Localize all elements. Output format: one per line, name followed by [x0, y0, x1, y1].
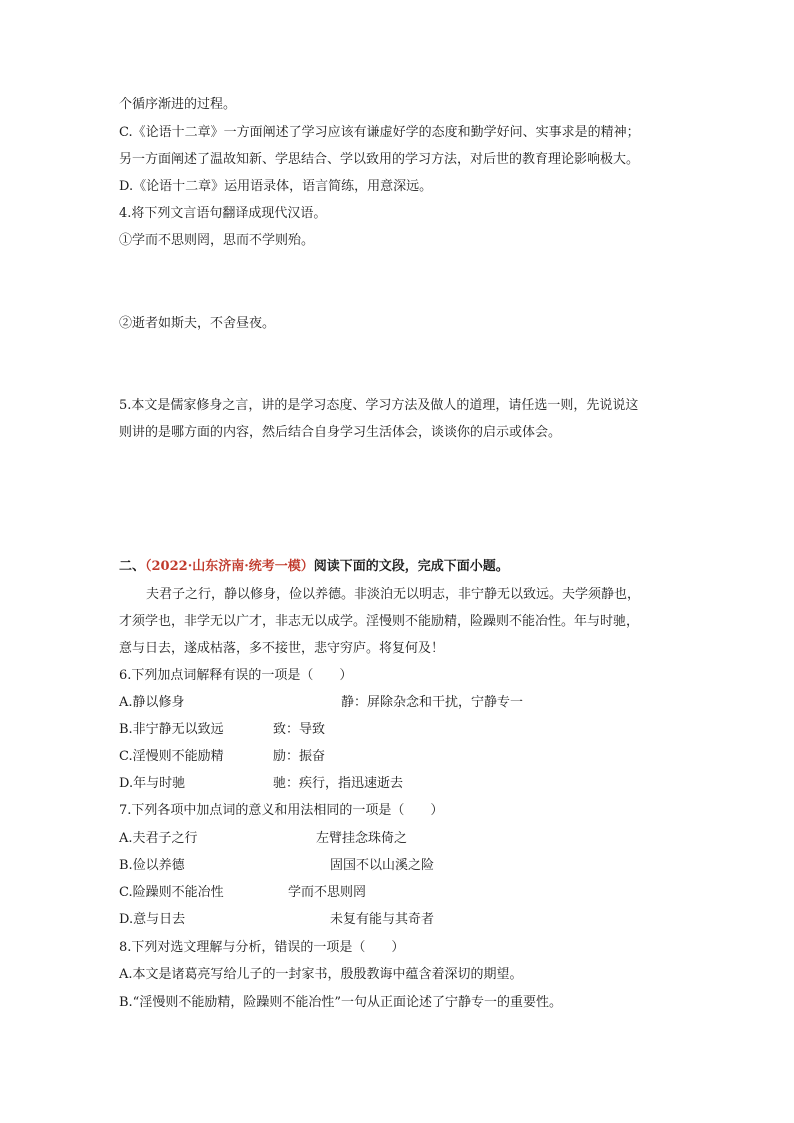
q8-option-a: A.本文是诸葛亮写给儿子的一封家书，殷殷教诲中蕴含着深切的期望。 [119, 967, 523, 982]
source-label: （2022·山东济南·统考一模） [145, 559, 314, 574]
section-instruction: 阅读下面的文段，完成下面小题。 [313, 559, 509, 574]
question-4-item-2: ②逝者如斯夫，不舍昼夜。 [119, 316, 276, 331]
q7-option-a-compare: 左臂挂念珠倚之 [316, 831, 408, 846]
option-c-line1: C.《论语十二章》一方面阐述了学习应该有谦虚好学的态度和勤学好问、实事求是的精神； [119, 125, 640, 140]
q6-option-d-explain: 驰：疾行，指迅速逝去 [273, 776, 404, 791]
text-line: 个循序渐进的过程。 [119, 97, 237, 112]
q6-option-b: B.非宁静无以致远 [119, 722, 224, 737]
question-8-stem: 8.下列对选文理解与分析，错误的一项是（ ） [119, 940, 405, 955]
q6-option-a: A.静以修身 [119, 695, 185, 710]
q7-option-d: D.意与日去 [119, 912, 186, 927]
q6-option-b-explain: 致：导致 [273, 722, 326, 737]
section-2-heading [119, 558, 509, 576]
passage-line-1: 夫君子之行，静以修身，俭以养德。非淡泊无以明志，非宁静无以致远。夫学须静也， [146, 587, 641, 602]
passage-line-3: 意与日去，遂成枯落，多不接世，悲守穷庐。将复何及！ [119, 641, 445, 656]
section-number: 二、 [119, 559, 146, 574]
q7-option-b-compare: 固国不以山溪之险 [330, 858, 435, 873]
q7-option-c: C.险躁则不能冶性 [119, 885, 224, 900]
q6-option-a-explain: 静：屏除杂念和干扰，宁静专一 [341, 695, 524, 710]
question-5-line2: 则讲的是哪方面的内容，然后结合自身学习生活体会，谈谈你的启示或体会。 [119, 425, 562, 440]
q6-option-c-explain: 励：振奋 [273, 749, 326, 764]
question-5-line1: 5.本文是儒家修身之言，讲的是学习态度、学习方法及做人的道理，请任选一则，先说说这 [119, 398, 639, 413]
q6-option-c: C.淫慢则不能励精 [119, 749, 224, 764]
q6-option-d: D.年与时驰 [119, 776, 186, 791]
q7-option-a: A.夫君子之行 [119, 831, 198, 846]
q7-option-d-compare: 未复有能与其奇者 [330, 912, 435, 927]
q8-option-b: B.“淫慢则不能励精，险躁则不能冶性”一句从正面论述了宁静专一的重要性。 [119, 995, 562, 1010]
option-d: D.《论语十二章》运用语录体，语言简练，用意深远。 [119, 179, 433, 194]
question-7-stem: 7.下列各项中加点词的意义和用法相同的一项是（ ） [119, 803, 444, 818]
passage-line-2: 才须学也，非学无以广才，非志无以成学。淫慢则不能励精，险躁则不能冶性。年与时驰， [119, 614, 640, 629]
question-4-stem: 4.将下列文言语句翻译成现代汉语。 [119, 206, 327, 221]
question-6-stem: 6.下列加点词解释有误的一项是（ ） [119, 668, 353, 683]
q7-option-b: B.俭以养德 [119, 858, 185, 873]
q7-option-c-compare: 学而不思则罔 [288, 885, 367, 900]
option-c-line2: 另一方面阐述了温故知新、学思结合、学以致用的学习方法，对后世的教育理论影响极大。 [119, 152, 640, 167]
question-4-item-1: ①学而不思则罔，思而不学则殆。 [119, 233, 315, 248]
